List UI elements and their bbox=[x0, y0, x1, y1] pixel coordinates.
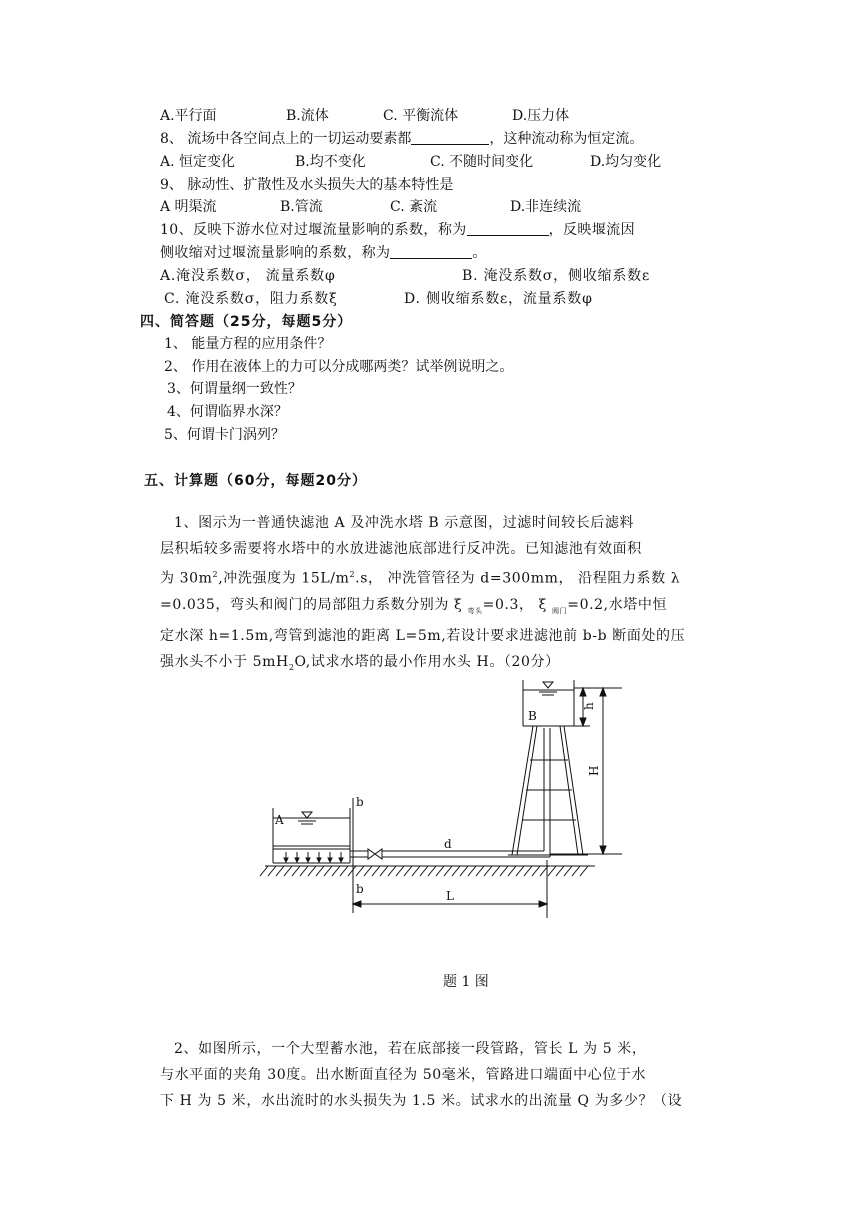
dimension-big-h bbox=[550, 688, 622, 854]
problem-1-line-1: 1、图示为一普通快滤池 A 及冲洗水塔 B 示意图，过滤时间较长后滤料 bbox=[174, 515, 635, 531]
p1-l6-b: O,试求水塔的最小作用水头 H。（20分） bbox=[294, 654, 560, 671]
problem-1-line-2: 层积垢较多需要将水塔中的水放进滤池底部进行反冲洗。已知滤池有效面积 bbox=[160, 541, 642, 557]
problem-2-line-2: 与水平面的夹角 30度。出水断面直径为 50毫米，管路进口端面中心位于水 bbox=[160, 1067, 647, 1083]
hatch-stroke bbox=[276, 866, 284, 876]
problem-1-line-5: 定水深 h=1.5m,弯管到滤池的距离 L=5m,若设计要求进滤池前 b-b 断面处的压 bbox=[160, 628, 686, 645]
hatch-stroke bbox=[412, 866, 420, 876]
hatch-stroke bbox=[428, 866, 436, 876]
hatch-stroke bbox=[364, 866, 372, 876]
hatch-stroke bbox=[316, 866, 324, 876]
q7-option-a: A.平行面 bbox=[160, 108, 217, 124]
hatch-stroke bbox=[492, 866, 500, 876]
q8-option-d: D.均匀变化 bbox=[590, 154, 662, 170]
label-l: L bbox=[446, 889, 454, 903]
section-4-item-5: 5、何谓卡门涡列？ bbox=[164, 427, 285, 443]
hatch-stroke bbox=[532, 866, 540, 876]
hatch-stroke bbox=[524, 866, 532, 876]
hatch-stroke bbox=[580, 866, 588, 876]
q7-option-d: D.压力体 bbox=[512, 108, 570, 124]
q10-option-c: C. 淹没系数σ，阻力系数ξ bbox=[164, 291, 338, 307]
hatch-stroke bbox=[372, 866, 380, 876]
hatch-stroke bbox=[308, 866, 316, 876]
hatch-stroke bbox=[348, 866, 356, 876]
problem-1-line-4 bbox=[160, 592, 730, 624]
hatch-stroke bbox=[548, 866, 556, 876]
q8-blank bbox=[411, 130, 489, 145]
hatch-stroke bbox=[444, 866, 452, 876]
q10-option-d: D. 侧收缩系数ε，流量系数φ bbox=[404, 291, 593, 307]
p1-l4-b: =0.3， ξ bbox=[482, 596, 553, 613]
figure-caption: 题 1 图 bbox=[443, 974, 489, 990]
q10-blank-2 bbox=[390, 244, 472, 259]
p1-l4-a: =0.035，弯头和阀门的局部阻力系数分别为 ξ bbox=[160, 596, 468, 613]
p1-l3-sup2: 2 bbox=[349, 570, 356, 579]
water-tower-b bbox=[508, 680, 588, 855]
q7-option-b: B.流体 bbox=[286, 108, 329, 124]
q9-option-d: D.非连续流 bbox=[510, 199, 582, 215]
ground-hatching bbox=[260, 866, 588, 876]
section-4-item-2: 2、 作用在液体上的力可以分成哪两类？试举例说明之。 bbox=[164, 359, 514, 375]
q7-option-c: C. 平衡流体 bbox=[383, 108, 459, 124]
q10-line2-prefix: 侧收缩对过堰流量影响的系数，称为 bbox=[160, 245, 391, 261]
label-a: A bbox=[275, 813, 284, 827]
p1-l3-a: 为 30m bbox=[160, 570, 213, 587]
water-level-b-icon bbox=[539, 682, 557, 695]
hatch-stroke bbox=[460, 866, 468, 876]
label-b-top: b bbox=[356, 795, 364, 809]
q9-option-c: C. 紊流 bbox=[390, 199, 438, 215]
hatch-stroke bbox=[292, 866, 300, 876]
problem-1-figure bbox=[250, 668, 630, 928]
q8-prefix: 8、 流场中各空间点上的一切运动要素都 bbox=[160, 131, 412, 147]
p1-l4-c: =0.2,水塔中恒 bbox=[567, 596, 668, 613]
hatch-stroke bbox=[324, 866, 332, 876]
hatch-stroke bbox=[452, 866, 460, 876]
q8-option-a: A. 恒定变化 bbox=[160, 154, 236, 170]
problem-1-line-3 bbox=[160, 562, 730, 592]
p1-l3-b: ,冲洗强度为 15L/m bbox=[218, 570, 350, 587]
hatch-stroke bbox=[388, 866, 396, 876]
filter-tank-a bbox=[273, 808, 350, 863]
hatch-stroke bbox=[508, 866, 516, 876]
section-4-heading: 四、简答题（25分，每题5分） bbox=[140, 314, 353, 330]
q9-option-a: A 明渠流 bbox=[160, 199, 217, 215]
q10-blank-1 bbox=[467, 221, 549, 236]
p1-l3-c: .s， 冲洗管管径为 d=300mm， 沿程阻力系数 λ bbox=[355, 570, 681, 587]
hatch-stroke bbox=[484, 866, 492, 876]
hatch-stroke bbox=[396, 866, 404, 876]
q10-line2-suffix: 。 bbox=[472, 245, 487, 261]
q10-option-b: B. 淹没系数σ，侧收缩系数ε bbox=[462, 268, 650, 284]
hatch-stroke bbox=[556, 866, 564, 876]
hatch-stroke bbox=[572, 866, 580, 876]
hatch-stroke bbox=[260, 866, 268, 876]
hatch-stroke bbox=[564, 866, 572, 876]
hatch-stroke bbox=[436, 866, 444, 876]
hatch-stroke bbox=[500, 866, 508, 876]
q8-option-b: B.均不变化 bbox=[295, 154, 366, 170]
question-10-line2 bbox=[160, 243, 487, 263]
label-b-tower: B bbox=[528, 709, 537, 723]
p1-l6-sub: 2 bbox=[288, 663, 295, 673]
q10-line1-suffix: ，反映堰流因 bbox=[548, 222, 636, 238]
hatch-stroke bbox=[340, 866, 348, 876]
hatch-stroke bbox=[404, 866, 412, 876]
problem-2-line-3: 下 H 为 5 米，水出流时的水头损失为 1.5 米。试求水的出流量 Q 为多少？（设 bbox=[160, 1093, 683, 1109]
hatch-stroke bbox=[268, 866, 276, 876]
q8-option-c: C. 不随时间变化 bbox=[430, 154, 534, 170]
q10-option-a: A.淹没系数σ， 流量系数φ bbox=[160, 268, 336, 284]
label-d: d bbox=[444, 837, 452, 851]
q9-option-b: B.管流 bbox=[280, 199, 323, 215]
question-9: 9、 脉动性、扩散性及水头损失大的基本特性是 bbox=[160, 177, 454, 193]
problem-1 bbox=[160, 510, 730, 681]
section-4-item-1: 1、 能量方程的应用条件？ bbox=[164, 336, 332, 352]
label-big-h: H bbox=[587, 765, 601, 776]
label-h: h bbox=[582, 702, 596, 710]
question-8 bbox=[160, 129, 643, 149]
p1-l3-sup1: 2 bbox=[212, 570, 219, 579]
hatch-stroke bbox=[356, 866, 364, 876]
hatch-stroke bbox=[332, 866, 340, 876]
hatch-stroke bbox=[284, 866, 292, 876]
section-4-item-3: 3、何谓量纲一致性？ bbox=[167, 381, 302, 397]
section-5-heading: 五、计算题（60分，每题20分） bbox=[144, 473, 367, 489]
label-b-bottom: b bbox=[356, 882, 364, 896]
hatch-stroke bbox=[468, 866, 476, 876]
p1-l6-a: 强水头不小于 5mH bbox=[160, 654, 289, 671]
hatch-stroke bbox=[380, 866, 388, 876]
question-10-line1 bbox=[160, 220, 635, 240]
hatch-stroke bbox=[420, 866, 428, 876]
hatch-stroke bbox=[300, 866, 308, 876]
q8-suffix: ，这种流动称为恒定流。 bbox=[489, 131, 644, 147]
problem-2-line-1: 2、如图所示，一个大型蓄水池，若在底部接一段管路，管长 L 为 5 米， bbox=[174, 1041, 647, 1057]
section-4-item-4: 4、何谓临界水深？ bbox=[167, 404, 288, 420]
p1-l4-sub2: 阀门 bbox=[552, 606, 568, 615]
q10-line1-prefix: 10、反映下游水位对过堰流量影响的系数，称为 bbox=[160, 222, 467, 238]
hatch-stroke bbox=[476, 866, 484, 876]
flow-arrows bbox=[284, 852, 343, 862]
problem-2 bbox=[160, 1036, 730, 1114]
p1-l4-sub1: 弯头 bbox=[467, 606, 483, 615]
hatch-stroke bbox=[516, 866, 524, 876]
